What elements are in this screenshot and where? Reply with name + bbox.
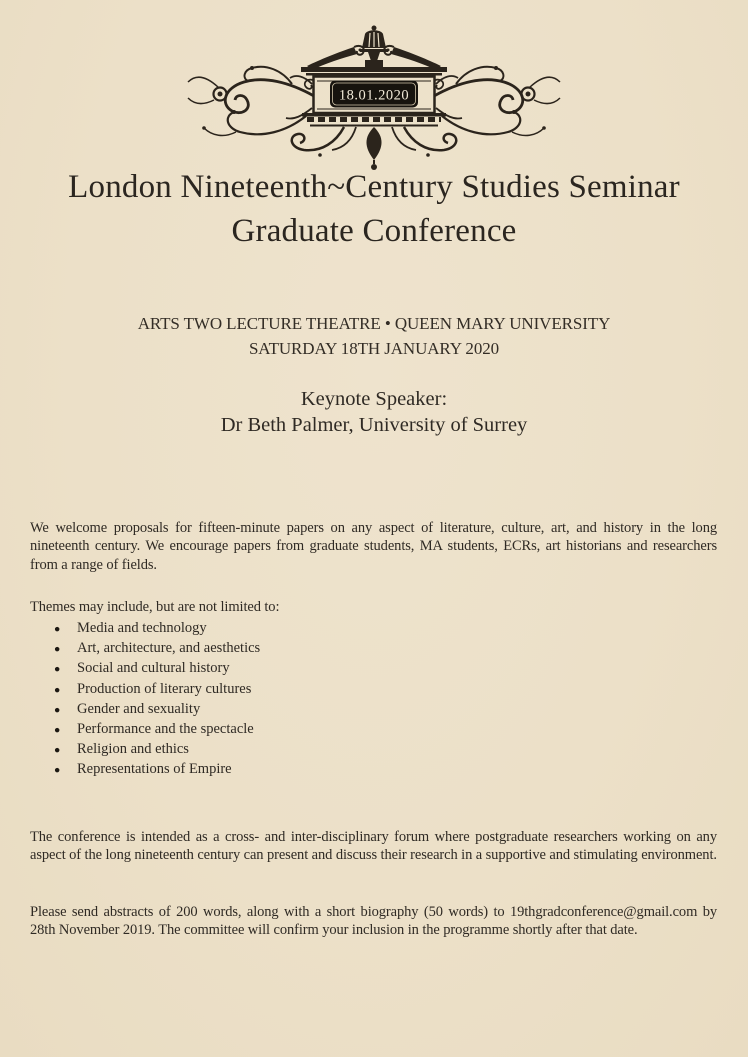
bullet-icon: ● (54, 624, 61, 635)
theme-item (54, 659, 654, 679)
theme-item (54, 740, 654, 760)
keynote-heading: Keynote Speaker: (300, 388, 448, 410)
theme-item (54, 639, 654, 659)
venue-block (0, 311, 748, 361)
keynote-speaker: Dr Beth Palmer, University of Surrey (220, 414, 528, 436)
themes-heading: Themes may include, but are not limited to: (30, 598, 280, 615)
theme-item-label: Social and cultural history (77, 660, 230, 677)
themes-list (54, 619, 654, 781)
bullet-icon: ● (54, 644, 61, 656)
theme-item (54, 720, 654, 740)
ornament-date: 18.01.2020 (338, 87, 410, 104)
date-plaque (314, 77, 435, 114)
intro-paragraph: We welcome proposals for fifteen-minute papers on any aspect of literature, culture, art, and history in the long nineteenth century. We encourage papers from graduate students, MA students, ECRs, art historians and researchers from a range of fields. (30, 519, 717, 573)
ornament-dentils (302, 113, 446, 127)
ornament-pendant (366, 127, 381, 170)
bullet-icon: ● (54, 745, 61, 757)
ornament-finial (360, 26, 388, 65)
ornament-engraving (184, 24, 564, 172)
page-title-line2: Graduate Conference (231, 213, 517, 249)
bullet-icon: ● (54, 664, 61, 676)
bullet-icon: ● (54, 684, 61, 696)
venue-line: ARTS TWO LECTURE THEATRE • QUEEN MARY UNIVERSITY (137, 314, 611, 333)
submission-paragraph: Please send abstracts of 200 words, along with a short biography (50 words) to 19thgradconference@gmail.com by 28th November 2019. The committee will confirm your inclusion in the programme shortly after that date. (30, 903, 717, 939)
bullet-icon: ● (54, 725, 61, 737)
theme-item (54, 700, 654, 720)
date-line: SATURDAY 18TH JANUARY 2020 (248, 339, 500, 358)
theme-item-label: Religion and ethics (77, 741, 189, 758)
theme-item (54, 619, 654, 639)
theme-item (54, 680, 654, 700)
theme-item-label: Representations of Empire (77, 761, 232, 778)
bullet-icon: ● (54, 704, 61, 716)
forum-paragraph: The conference is intended as a cross- and inter-disciplinary forum where postgraduate researchers working on any aspect of the long nineteenth century can present and discuss their research in a supportive and stimulating environment. (30, 828, 717, 864)
page-title-line1: London Nineteenth~Century Studies Seminar (68, 169, 680, 205)
page-title (0, 165, 748, 253)
theme-item (54, 760, 654, 780)
theme-item-label: Art, architecture, and aesthetics (77, 640, 261, 657)
theme-item-label: Performance and the spectacle (77, 721, 254, 738)
keynote-block (0, 386, 748, 438)
theme-item-label: Media and technology (77, 620, 207, 636)
theme-item-label: Production of literary cultures (77, 680, 252, 697)
bullet-icon: ● (54, 765, 61, 777)
theme-item-label: Gender and sexuality (77, 700, 201, 717)
